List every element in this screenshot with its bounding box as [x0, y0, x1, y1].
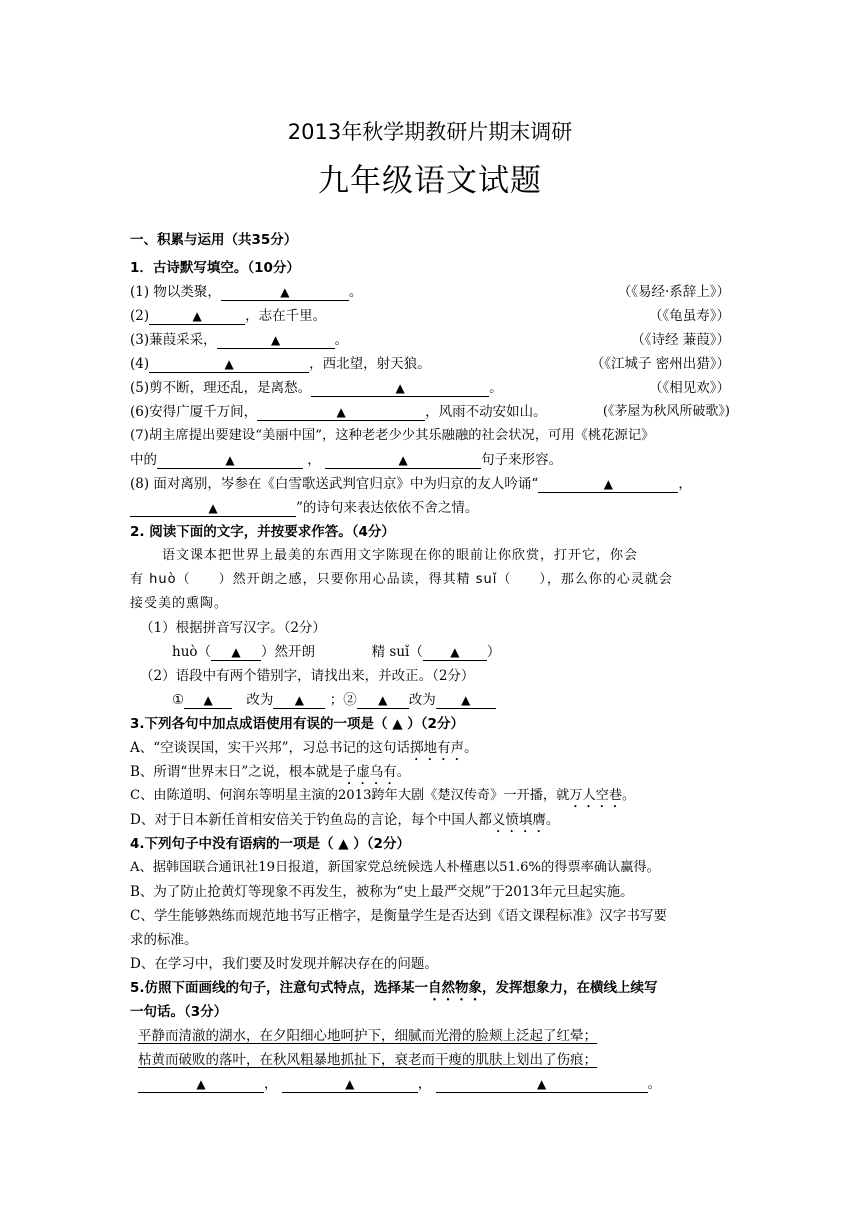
answer-blank[interactable]: ▲ — [149, 307, 245, 325]
answer-blank[interactable]: ▲ — [436, 1075, 648, 1093]
answer-blank[interactable]: ▲ — [538, 475, 678, 493]
q1-line-7a: (7)胡主席提出要建设“美丽中国”，这种老老少少其乐融融的社会状况，可用《桃花源记》 — [130, 428, 655, 443]
answer-blank[interactable]: ▲ — [282, 1075, 418, 1093]
answer-blank[interactable]: ▲ — [217, 331, 335, 349]
q5-title-2: 一句话。（3分） — [130, 1004, 228, 1020]
q2-sub1-answers: huò（ ▲ ）然开朗 精 suǐ（ ▲ ） — [172, 644, 501, 660]
answer-blank[interactable]: ▲ — [184, 691, 232, 709]
answer-blank[interactable]: ▲ — [149, 355, 309, 373]
poem-source: （《江城子 密州出猎》） — [590, 356, 730, 372]
q2-sub2: （2）语段中有两个错别字，请找出来，并改正。（2分） — [140, 668, 475, 684]
answer-blank[interactable]: ▲ — [257, 403, 425, 421]
q4-title: 4.下列句子中没有语病的一项是（ ▲ ）（2分） — [130, 836, 410, 852]
q1-line-6: (6)安得广厦千万间， ▲ ，风雨不动安如山。 (《茅屋为秋风所破歌》) — [130, 400, 730, 424]
answer-blank[interactable]: ▲ — [357, 691, 409, 709]
q1-line-2: (2) ▲ ，志在千里。 （《龟虽寿》） — [130, 304, 730, 328]
q5-answer-line: ▲ ， ▲ ， ▲ 。 — [130, 1072, 730, 1096]
q1-line-1: (1) 物以类聚， ▲ 。 （《易经·系辞上》） — [130, 280, 730, 304]
q4-option-c-2: 求的标准。 — [130, 932, 198, 948]
q5-title-1: 5.仿照下面画线的句子，注意句式特点，选择某一自然物象，发挥想象力，在横线上续写 — [130, 980, 658, 996]
q1-title: 1．古诗默写填空。（10分） — [130, 260, 300, 276]
q2-title: 2. 阅读下面的文字，并按要求作答。（4分） — [130, 524, 395, 540]
answer-blank[interactable]: ▲ — [211, 643, 261, 661]
answer-blank[interactable]: ▲ — [138, 1075, 264, 1093]
q1-line-3: (3)蒹葭采采， ▲ 。 （《诗经 蒹葭》） — [130, 328, 730, 352]
answer-blank[interactable]: ▲ — [221, 283, 349, 301]
q1-line-7b: 中的 ▲ ， ▲ 句子来形容。 — [130, 452, 563, 468]
q5-example-2: 枯黄而破败的落叶，在秋风粗暴地抓扯下，衰老而干瘦的肌肤上划出了伤痕； — [138, 1052, 597, 1068]
q1-line-4: (4) ▲ ，西北望，射天狼。 （《江城子 密州出猎》） — [130, 352, 730, 376]
section-heading: 一、积累与运用（共35分） — [130, 232, 298, 248]
q1-line-8b: ▲ ”的诗句来表达依依不舍之情。 — [130, 496, 730, 520]
q2-paragraph-1: 语文课本把世界上最美的东西用文字陈现在你的眼前让你欣赏，打开它，你会 — [162, 548, 639, 563]
q3-option-a: A、“空谈误国，实干兴邦”，习总书记的这句话掷地有声。 — [130, 740, 478, 756]
poem-source: （《龟虽寿》） — [649, 308, 730, 324]
q4-option-b: B、为了防止抢黄灯等现象不再发生，被称为“史上最严交规”于2013年元旦起实施。 — [130, 884, 634, 900]
poem-source: （《诗经 蒹葭》） — [631, 332, 730, 348]
q4-option-c-1: C、学生能够熟练而规范地书写正楷字，是衡量学生是否达到《语文课程标准》汉字书写要 — [130, 908, 667, 924]
answer-blank[interactable]: ▲ — [273, 691, 325, 709]
q3-option-b: B、所谓“世界末日”之说，根本就是子虚乌有。 — [130, 764, 411, 780]
answer-blank[interactable]: ▲ — [130, 499, 296, 517]
q5-example-1: 平静而清澈的湖水，在夕阳细心地呵护下，细腻而光滑的脸颊上泛起了红晕； — [138, 1028, 597, 1044]
answer-blank[interactable]: ▲ — [325, 451, 481, 469]
q1-line-5: (5)剪不断，理还乱，是离愁。 ▲ 。 （《相见欢》） — [130, 376, 730, 400]
poem-source: (《茅屋为秋风所破歌》) — [602, 404, 730, 419]
q4-option-d: D、在学习中，我们要及时发现并解决存在的问题。 — [130, 956, 438, 972]
q2-paragraph-3: 接受美的熏陶。 — [130, 596, 229, 611]
exam-title: 2013年秋学期教研片期末调研 — [287, 120, 573, 144]
answer-blank[interactable]: ▲ — [311, 379, 489, 397]
exam-body — [130, 228, 730, 1096]
poem-source: （《易经·系辞上》） — [617, 284, 730, 300]
q2-paragraph-2: 有 huò（ ）然开朗之感，只要你用心品读，得其精 suǐ（ ），那么你的心灵就会 — [130, 572, 673, 587]
poem-source: （《相见欢》） — [649, 380, 730, 396]
answer-blank[interactable]: ▲ — [436, 691, 496, 709]
q4-option-a: A、据韩国联合通讯社19日报道，新国家党总统候选人朴槿惠以51.6%的得票率确认赢得。 — [130, 860, 660, 875]
q3-title: 3.下列各句中加点成语使用有误的一项是（ ▲ ）（2分） — [130, 716, 464, 732]
q2-sub2-answers: ① ▲ 改为 ▲ ；② ▲ 改为 ▲ — [130, 688, 730, 712]
q3-option-d: D、对于日本新任首相安倍关于钓鱼岛的言论，每个中国人都义愤填膺。 — [130, 812, 560, 828]
q3-option-c: C、由陈道明、何润东等明星主演的2013跨年大剧《楚汉传奇》一开播，就万人空巷。 — [130, 788, 636, 803]
answer-blank[interactable]: ▲ — [423, 643, 487, 661]
exam-subtitle: 九年级语文试题 — [318, 163, 542, 199]
q1-line-8a: (8) 面对离别，岑参在《白雪歌送武判官归京》中为归京的友人吟诵“ ▲ ， — [130, 476, 692, 492]
answer-blank[interactable]: ▲ — [157, 451, 303, 469]
q2-sub1: （1）根据拼音写汉字。（2分） — [140, 620, 326, 636]
